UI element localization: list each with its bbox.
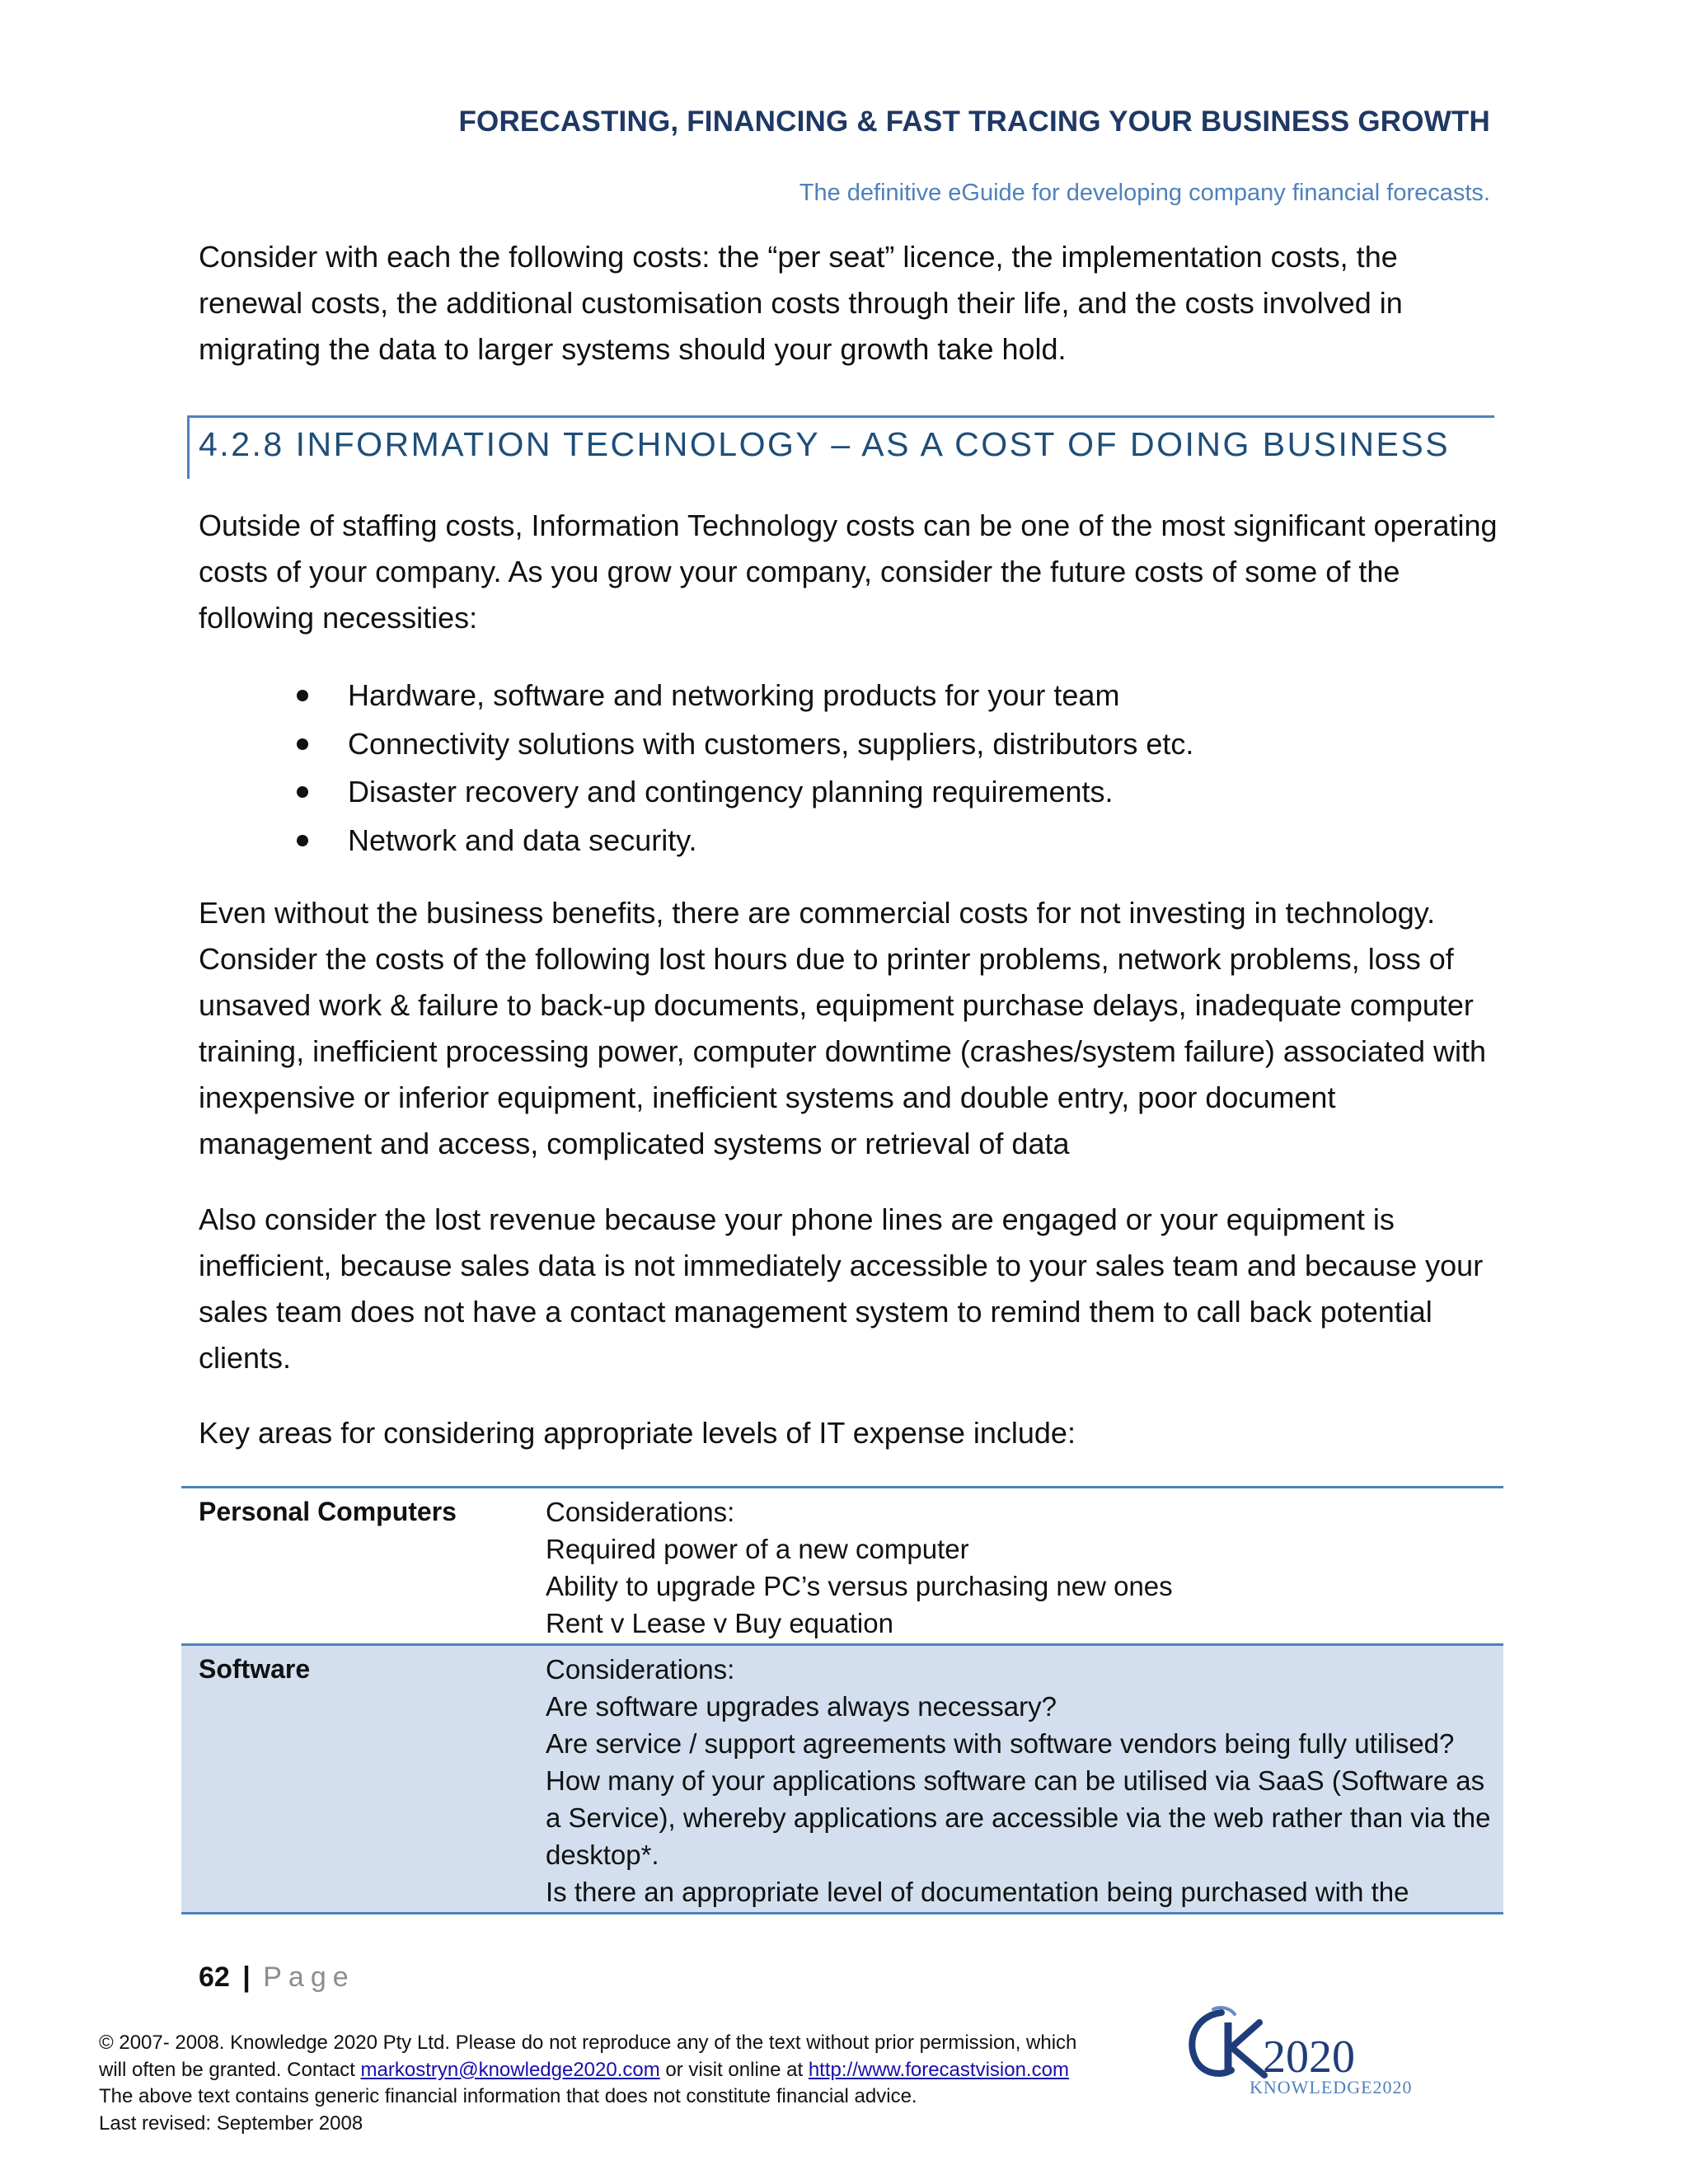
table-cell-line: Ability to upgrade PC’s versus purchasing new ones xyxy=(546,1571,1173,1601)
page-number-label: Page xyxy=(263,1961,355,1993)
logo-mark: 2020 xyxy=(1263,2032,1355,2083)
website-link[interactable]: http://www.forecastvision.com xyxy=(808,2058,1069,2081)
list-item-text: Network and data security. xyxy=(348,823,697,857)
list-item-text: Connectivity solutions with customers, suppliers, distributors etc. xyxy=(348,726,1194,761)
bullet-icon xyxy=(297,690,308,701)
it-expense-table xyxy=(181,1486,1503,1915)
table-row-details xyxy=(546,1488,1493,1643)
table-row-details xyxy=(546,1646,1493,1912)
bullet-icon xyxy=(297,835,308,846)
table-cell-line: Rent v Lease v Buy equation xyxy=(546,1608,893,1638)
section-paragraph-3: Also consider the lost revenue because your phone lines are engaged or your equipment is inefficient, because sales data is not immediately accessible to your sales team and because your sales team does not have a contact management system to remind them to call back potential clients. xyxy=(199,1202,1484,1375)
table-cell-line: How many of your applications software can be utilised via SaaS (Software as a Service), whereby applications are accessible via the web rather than via the desktop*. xyxy=(546,1765,1491,1870)
document-header-subtitle: The definitive eGuide for developing company financial forecasts. xyxy=(799,180,1490,206)
last-revised-line: Last revised: September 2008 xyxy=(99,2111,363,2135)
necessities-list xyxy=(297,672,1193,865)
table-cell-line: Are software upgrades always necessary? xyxy=(546,1691,1057,1722)
section-paragraph-1: Outside of staffing costs, Information Technology costs can be one of the most significant operating costs of your company. As you grow your company, consider the future costs of some of the following necessities: xyxy=(199,509,1498,635)
page-number-separator: | xyxy=(242,1961,251,1993)
email-link[interactable]: markostryn@knowledge2020.com xyxy=(360,2058,660,2081)
table-cell-line: Considerations: xyxy=(546,1497,735,1527)
knowledge2020-logo-icon xyxy=(1184,2004,1423,2102)
list-item xyxy=(297,672,1193,720)
table-row-label: Personal Computers xyxy=(199,1497,457,1526)
disclaimer-line: The above text contains generic financial information that does not constitute financial advice. xyxy=(99,2085,917,2107)
bullet-icon xyxy=(297,738,308,750)
list-item-text: Hardware, software and networking products for your team xyxy=(348,678,1120,712)
table-row xyxy=(181,1486,1503,1643)
section-paragraph-4: Key areas for considering appropriate levels of IT expense include: xyxy=(199,1416,1076,1450)
table-cell-line: Are service / support agreements with software vendors being fully utilised? xyxy=(546,1728,1455,1759)
contact-prefix: will often be granted. Contact xyxy=(99,2058,361,2081)
list-item xyxy=(297,768,1193,817)
table-cell-line: Is there an appropriate level of documentation being purchased with the xyxy=(546,1877,1409,1907)
contact-mid: or visit online at xyxy=(659,2058,809,2081)
section-paragraph-2: Even without the business benefits, there are commercial costs for not investing in technology. Consider the costs of the following lost hours due to printer problems, network problems, loss of unsaved work & failure to back-up documents, equipment purchase delays, inadequate computer training, inefficient processing power, computer downtime (crashes/system failure) associated with inexpensive or inferior equipment, inefficient systems and double entry, poor document management and access, complicated systems or retrieval of data xyxy=(199,896,1487,1160)
table-row xyxy=(181,1643,1503,1915)
list-item xyxy=(297,720,1193,769)
section-heading: 4.2.8 INFORMATION TECHNOLOGY – AS A COST OF DOING BUSINESS xyxy=(199,425,1451,463)
copyright-footer xyxy=(99,2030,1170,2137)
table-cell-line: Required power of a new computer xyxy=(546,1534,969,1564)
page-number xyxy=(199,1961,355,1994)
table-row-label: Software xyxy=(199,1654,311,1684)
list-item xyxy=(297,817,1193,865)
document-header-title: FORECASTING, FINANCING & FAST TRACING YOUR BUSINESS GROWTH xyxy=(458,105,1490,138)
page-number-value: 62 xyxy=(199,1961,230,1993)
intro-paragraph: Consider with each the following costs: the “per seat” licence, the implementation costs, the renewal costs, the additional customisation costs through their life, and the costs involved in migrating the data to larger systems should your growth take hold. xyxy=(199,240,1403,366)
list-item-text: Disaster recovery and contingency planning requirements. xyxy=(348,775,1114,808)
bullet-icon xyxy=(297,786,308,798)
copyright-line: © 2007- 2008. Knowledge 2020 Pty Ltd. Please do not reproduce any of the text without prior permission, which xyxy=(99,2032,1077,2054)
logo-wordmark: KNOWLEDGE2020 xyxy=(1250,2077,1413,2097)
table-cell-line: Considerations: xyxy=(546,1654,735,1685)
contact-line xyxy=(99,2057,1170,2084)
